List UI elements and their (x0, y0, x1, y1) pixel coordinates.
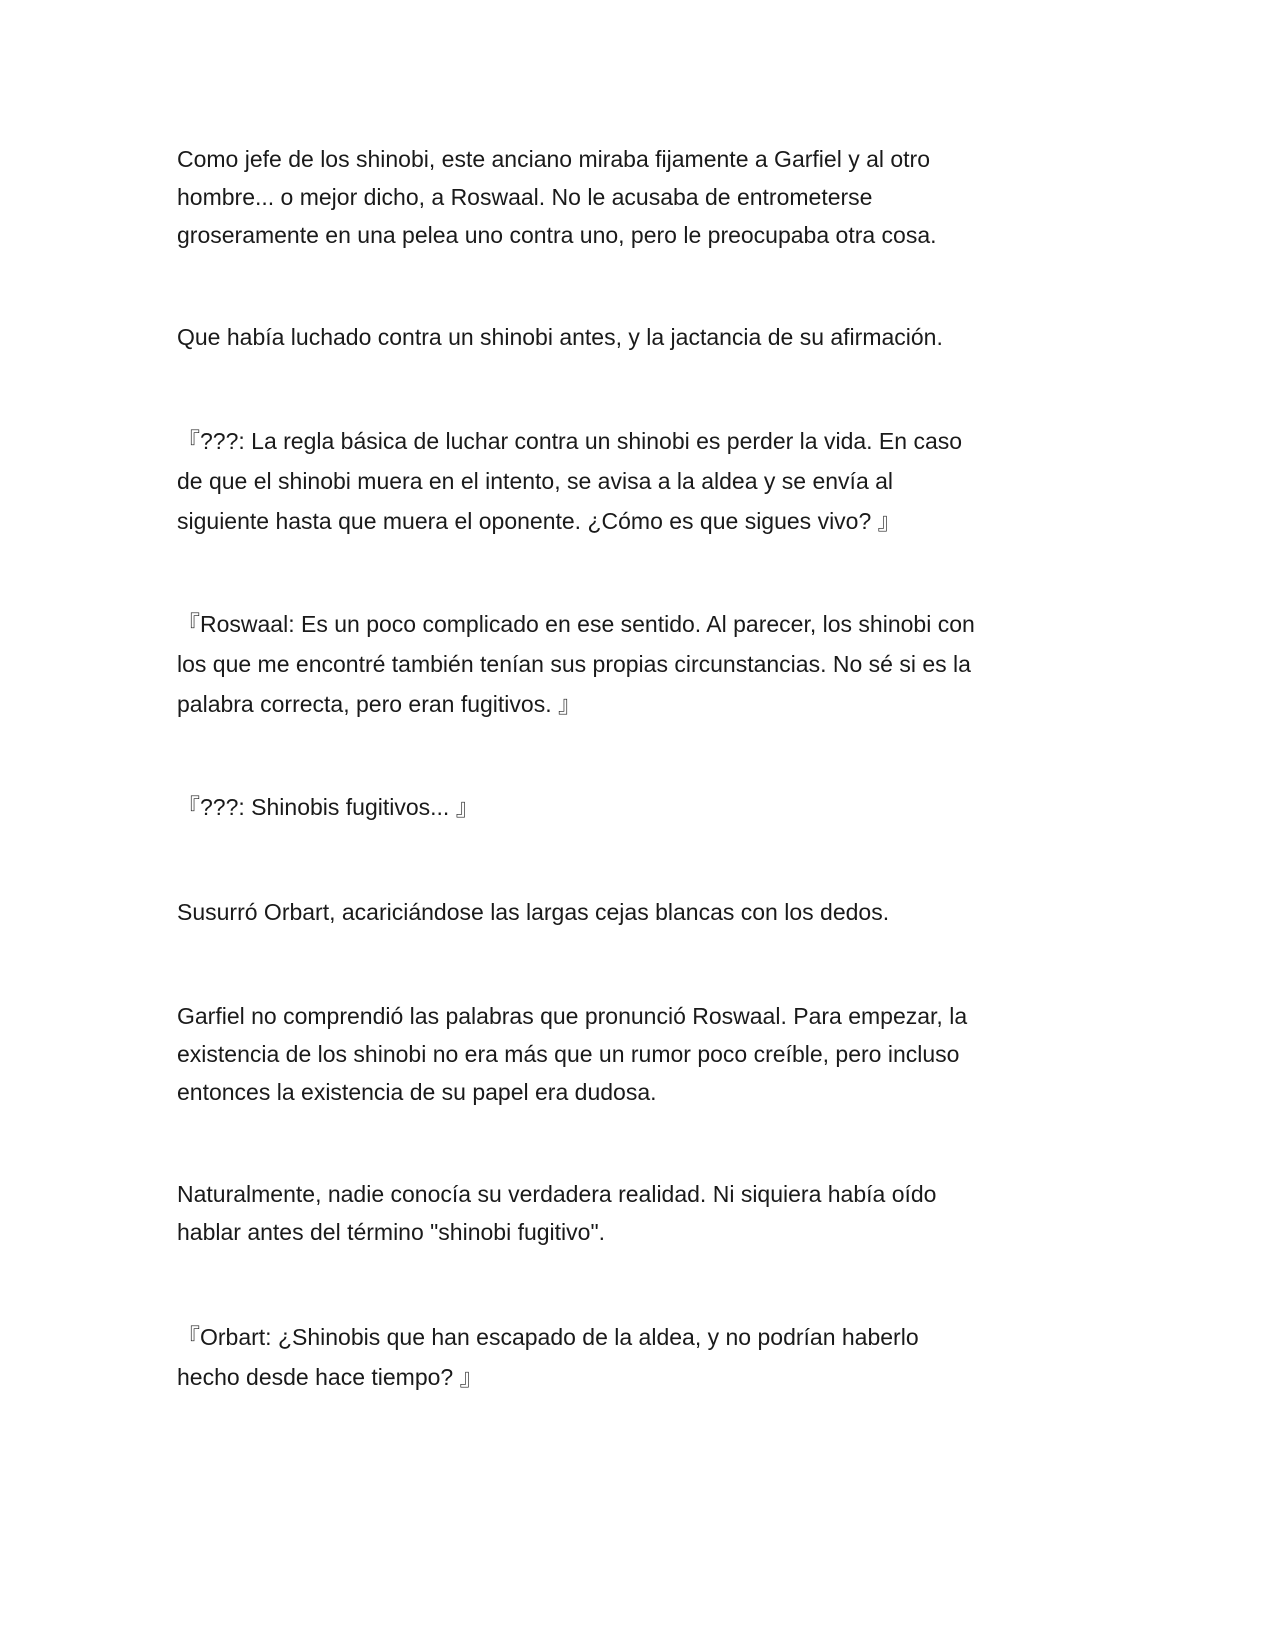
paragraph-dialogue-2: 『Roswaal: Es un poco complicado en ese sentido. Al parecer, los shinobi con los que me encontré también tenían sus propias circunstancias. No sé si es la palabra correcta, pero eran fugitivos. 』 (177, 611, 975, 717)
paragraph-dialogue-4: 『Orbart: ¿Shinobis que han escapado de la aldea, y no podrían haberlo hecho desde hace tiempo? 』 (177, 1324, 919, 1390)
paragraph-narration-4: Garfiel no comprendió las palabras que pronunció Roswaal. Para empezar, la existencia de los shinobi no era más que un rumor poco creíble, pero incluso entonces la existencia de su papel era dudosa. (177, 1003, 968, 1105)
paragraph-narration-5: Naturalmente, nadie conocía su verdadera realidad. Ni siquiera había oído hablar antes del término "shinobi fugitivo". (177, 1181, 937, 1245)
paragraph-narration-2: Que había luchado contra un shinobi antes, y la jactancia de su afirmación. (177, 324, 943, 350)
paragraph-narration-1: Como jefe de los shinobi, este anciano miraba fijamente a Garfiel y al otro hombre... o mejor dicho, a Roswaal. No le acusaba de entrometerse groseramente en una pelea uno contra uno, pero le preocupaba otra cosa. (177, 146, 937, 248)
paragraph-dialogue-3: 『???: Shinobis fugitivos... 』 (177, 794, 479, 820)
paragraph-dialogue-1: 『???: La regla básica de luchar contra un shinobi es perder la vida. En caso de que el shinobi muera en el intento, se avisa a la aldea y se envía al siguiente hasta que muera el oponente. ¿Cómo es que sigues vivo? 』 (177, 428, 963, 534)
paragraph-narration-3: Susurró Orbart, acariciándose las largas cejas blancas con los dedos. (177, 899, 890, 925)
